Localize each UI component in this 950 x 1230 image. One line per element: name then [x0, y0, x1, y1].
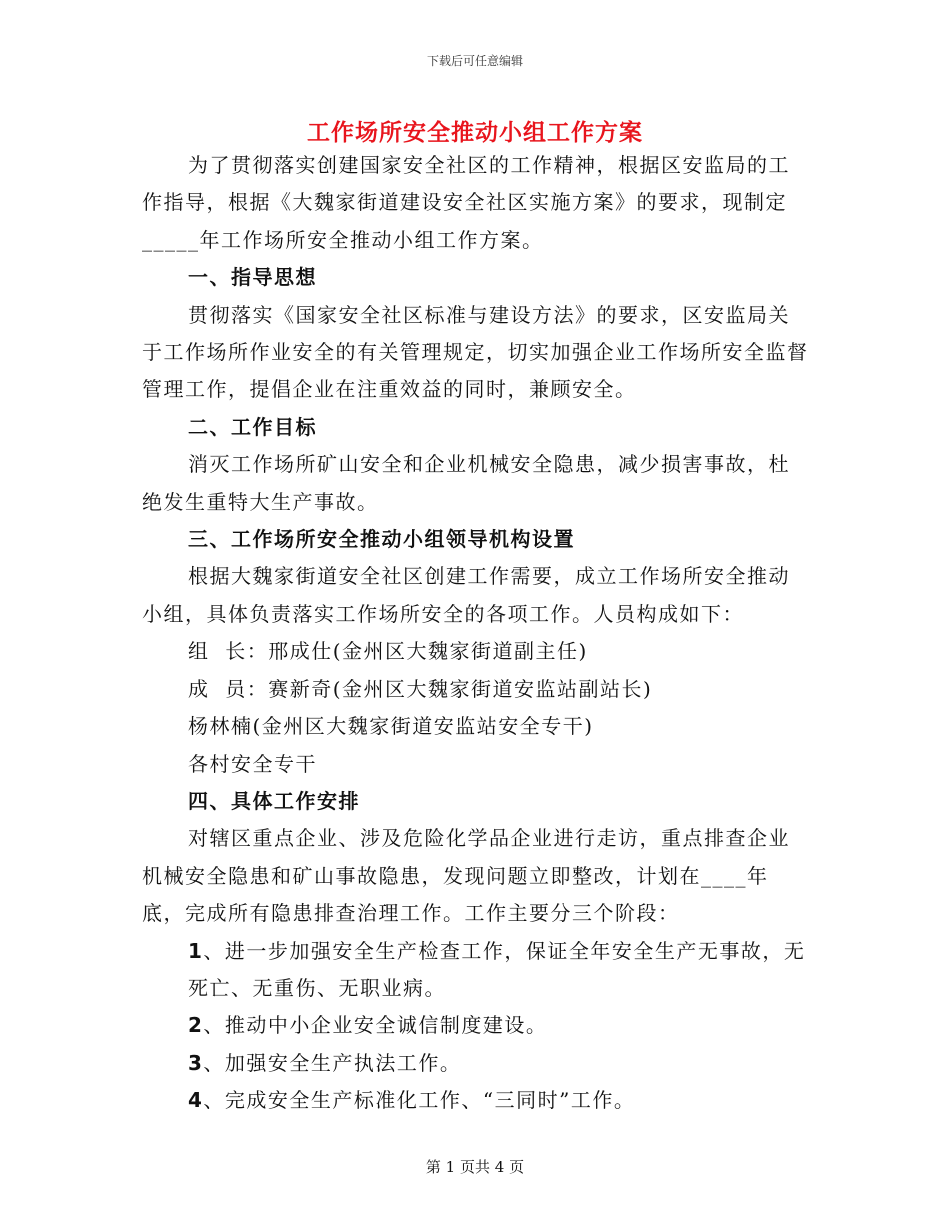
section-heading-organization: 三、工作场所安全推动小组领导机构设置 — [188, 527, 575, 552]
section-paragraph-work-arrangement: 对辖区重点企业、涉及危险化学品企业进行走访，重点排查企业机械安全隐患和矿山事故隐患，发现问题立即整改，计划在____年底，完成所有隐患排查治理工作。工作主要分三个阶段： — [142, 826, 790, 926]
page-number: 第 1 页共 4 页 — [425, 1158, 525, 1176]
page-header-note: 下载后可任意编辑 — [426, 54, 523, 68]
section-paragraph-guiding-ideology: 贯彻落实《国家安全社区标准与建设方法》的要求，区安监局关于工作场所作业安全的有关管理规定，切实加强企业工作场所安全监督管理工作，提倡企业在注重效益的同时，兼顾安全。 — [142, 302, 809, 402]
list-item — [142, 1007, 810, 1044]
list-item-number: 2 — [188, 1013, 204, 1038]
document-body — [142, 147, 810, 1120]
section-paragraph-work-goals: 消灭工作场所矿山安全和企业机械安全隐患，减少损害事故，杜绝发生重特大生产事故。 — [142, 452, 790, 514]
list-item — [142, 1045, 810, 1082]
member-line-member: 成 员：赛新奇(金州区大魏家街道安监站副站长) — [188, 676, 653, 701]
member-line: 各村安全专干 — [188, 751, 317, 776]
list-item-text: 、进一步加强安全生产检查工作，保证全年安全生产无事故，无死亡、无重伤、无职业病。 — [188, 938, 806, 1000]
section-paragraph-organization: 根据大魏家街道安全社区创建工作需要，成立工作场所安全推动小组，具体负责落实工作场所安全的各项工作。人员构成如下： — [142, 564, 790, 626]
list-item-text: 、加强安全生产执法工作。 — [203, 1050, 462, 1075]
list-item — [142, 933, 810, 1008]
document-title: 工作场所安全推动小组工作方案 — [307, 120, 643, 146]
list-item-number: 4 — [188, 1088, 204, 1113]
list-item-text: 、推动中小企业安全诚信制度建设。 — [203, 1013, 548, 1038]
list-item-text: 、完成安全生产标准化工作、“三同时”工作。 — [203, 1088, 636, 1113]
member-line: 杨林楠(金州区大魏家街道安监站安全专干) — [188, 714, 594, 739]
member-line-leader: 组 长：邢成仕(金州区大魏家街道副主任) — [188, 639, 588, 664]
list-item-number: 1 — [188, 938, 204, 963]
section-heading-guiding-ideology: 一、指导思想 — [188, 265, 317, 290]
intro-paragraph: 为了贯彻落实创建国家安全社区的工作精神，根据区安监局的工作指导，根据《大魏家街道建设安全社区实施方案》的要求，现制定_____年工作场所安全推动小组工作方案。 — [142, 153, 790, 252]
section-heading-work-goals: 二、工作目标 — [188, 414, 317, 439]
section-heading-work-arrangement: 四、具体工作安排 — [188, 788, 360, 813]
list-item — [142, 1082, 810, 1119]
list-item-number: 3 — [188, 1050, 204, 1075]
